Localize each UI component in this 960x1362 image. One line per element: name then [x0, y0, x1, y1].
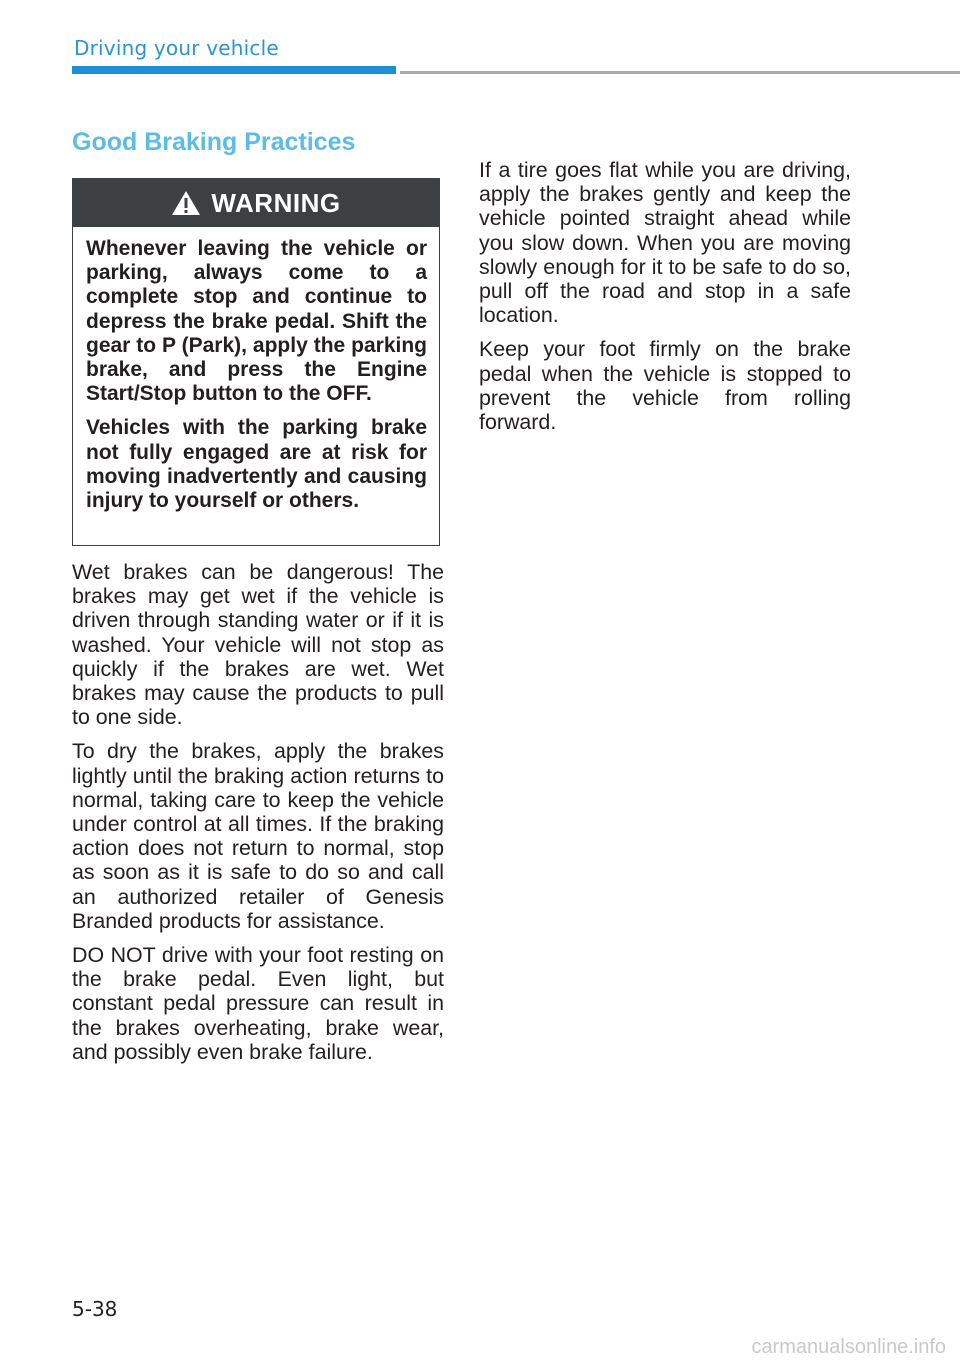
warning-body [73, 227, 439, 513]
body-paragraph: DO NOT drive with your foot resting on the brake pedal. Even light, but constant pedal pressure can result in the brakes overheating, brake wear, and possibly even brake failure. [72, 943, 444, 1064]
warning-triangle-icon [171, 190, 201, 216]
watermark: carmanualsonline.info [751, 1336, 946, 1358]
header-rule-accent [72, 66, 396, 74]
warning-box [72, 178, 440, 546]
section-header: Driving your vehicle [74, 36, 279, 60]
body-paragraph: Keep your foot firmly on the brake pedal when the vehicle is stopped to prevent the vehicle from rolling forward. [479, 337, 851, 435]
warning-label: WARNING [211, 187, 341, 218]
body-paragraph: Wet brakes can be dangerous! The brakes may get wet if the vehicle is driven through standing water or if it is washed. Your vehicle will not stop as quickly if the brakes are wet. Wet brakes may cause the products to pull to one side. [72, 560, 444, 730]
right-column [479, 158, 851, 444]
warning-paragraph: Whenever leaving the vehicle or parking, always come to a complete stop and continue to depress the brake pedal. Shift the gear to P (Park), apply the parking brake, and press the Engine Start/Stop button to the OFF. [86, 237, 427, 406]
page-number: 5-38 [72, 1297, 118, 1321]
left-column [72, 560, 444, 1074]
warning-bar [73, 179, 439, 227]
warning-paragraph: Vehicles with the parking brake not fully engaged are at risk for moving inadvertently and causing injury to yourself or others. [86, 416, 427, 513]
body-paragraph: To dry the brakes, apply the brakes lightly until the braking action returns to normal, taking care to keep the vehicle under control at all times. If the braking action does not return to normal, stop as soon as it is safe to do so and call an authorized retailer of Genesis Branded products for assistance. [72, 739, 444, 933]
body-paragraph: If a tire goes flat while you are driving, apply the brakes gently and keep the vehicle pointed straight ahead while you slow down. When you are moving slowly enough for it to be safe to do so, pull off the road and stop in a safe location. [479, 158, 851, 328]
page-title: Good Braking Practices [72, 128, 356, 156]
header-rule [400, 71, 960, 74]
